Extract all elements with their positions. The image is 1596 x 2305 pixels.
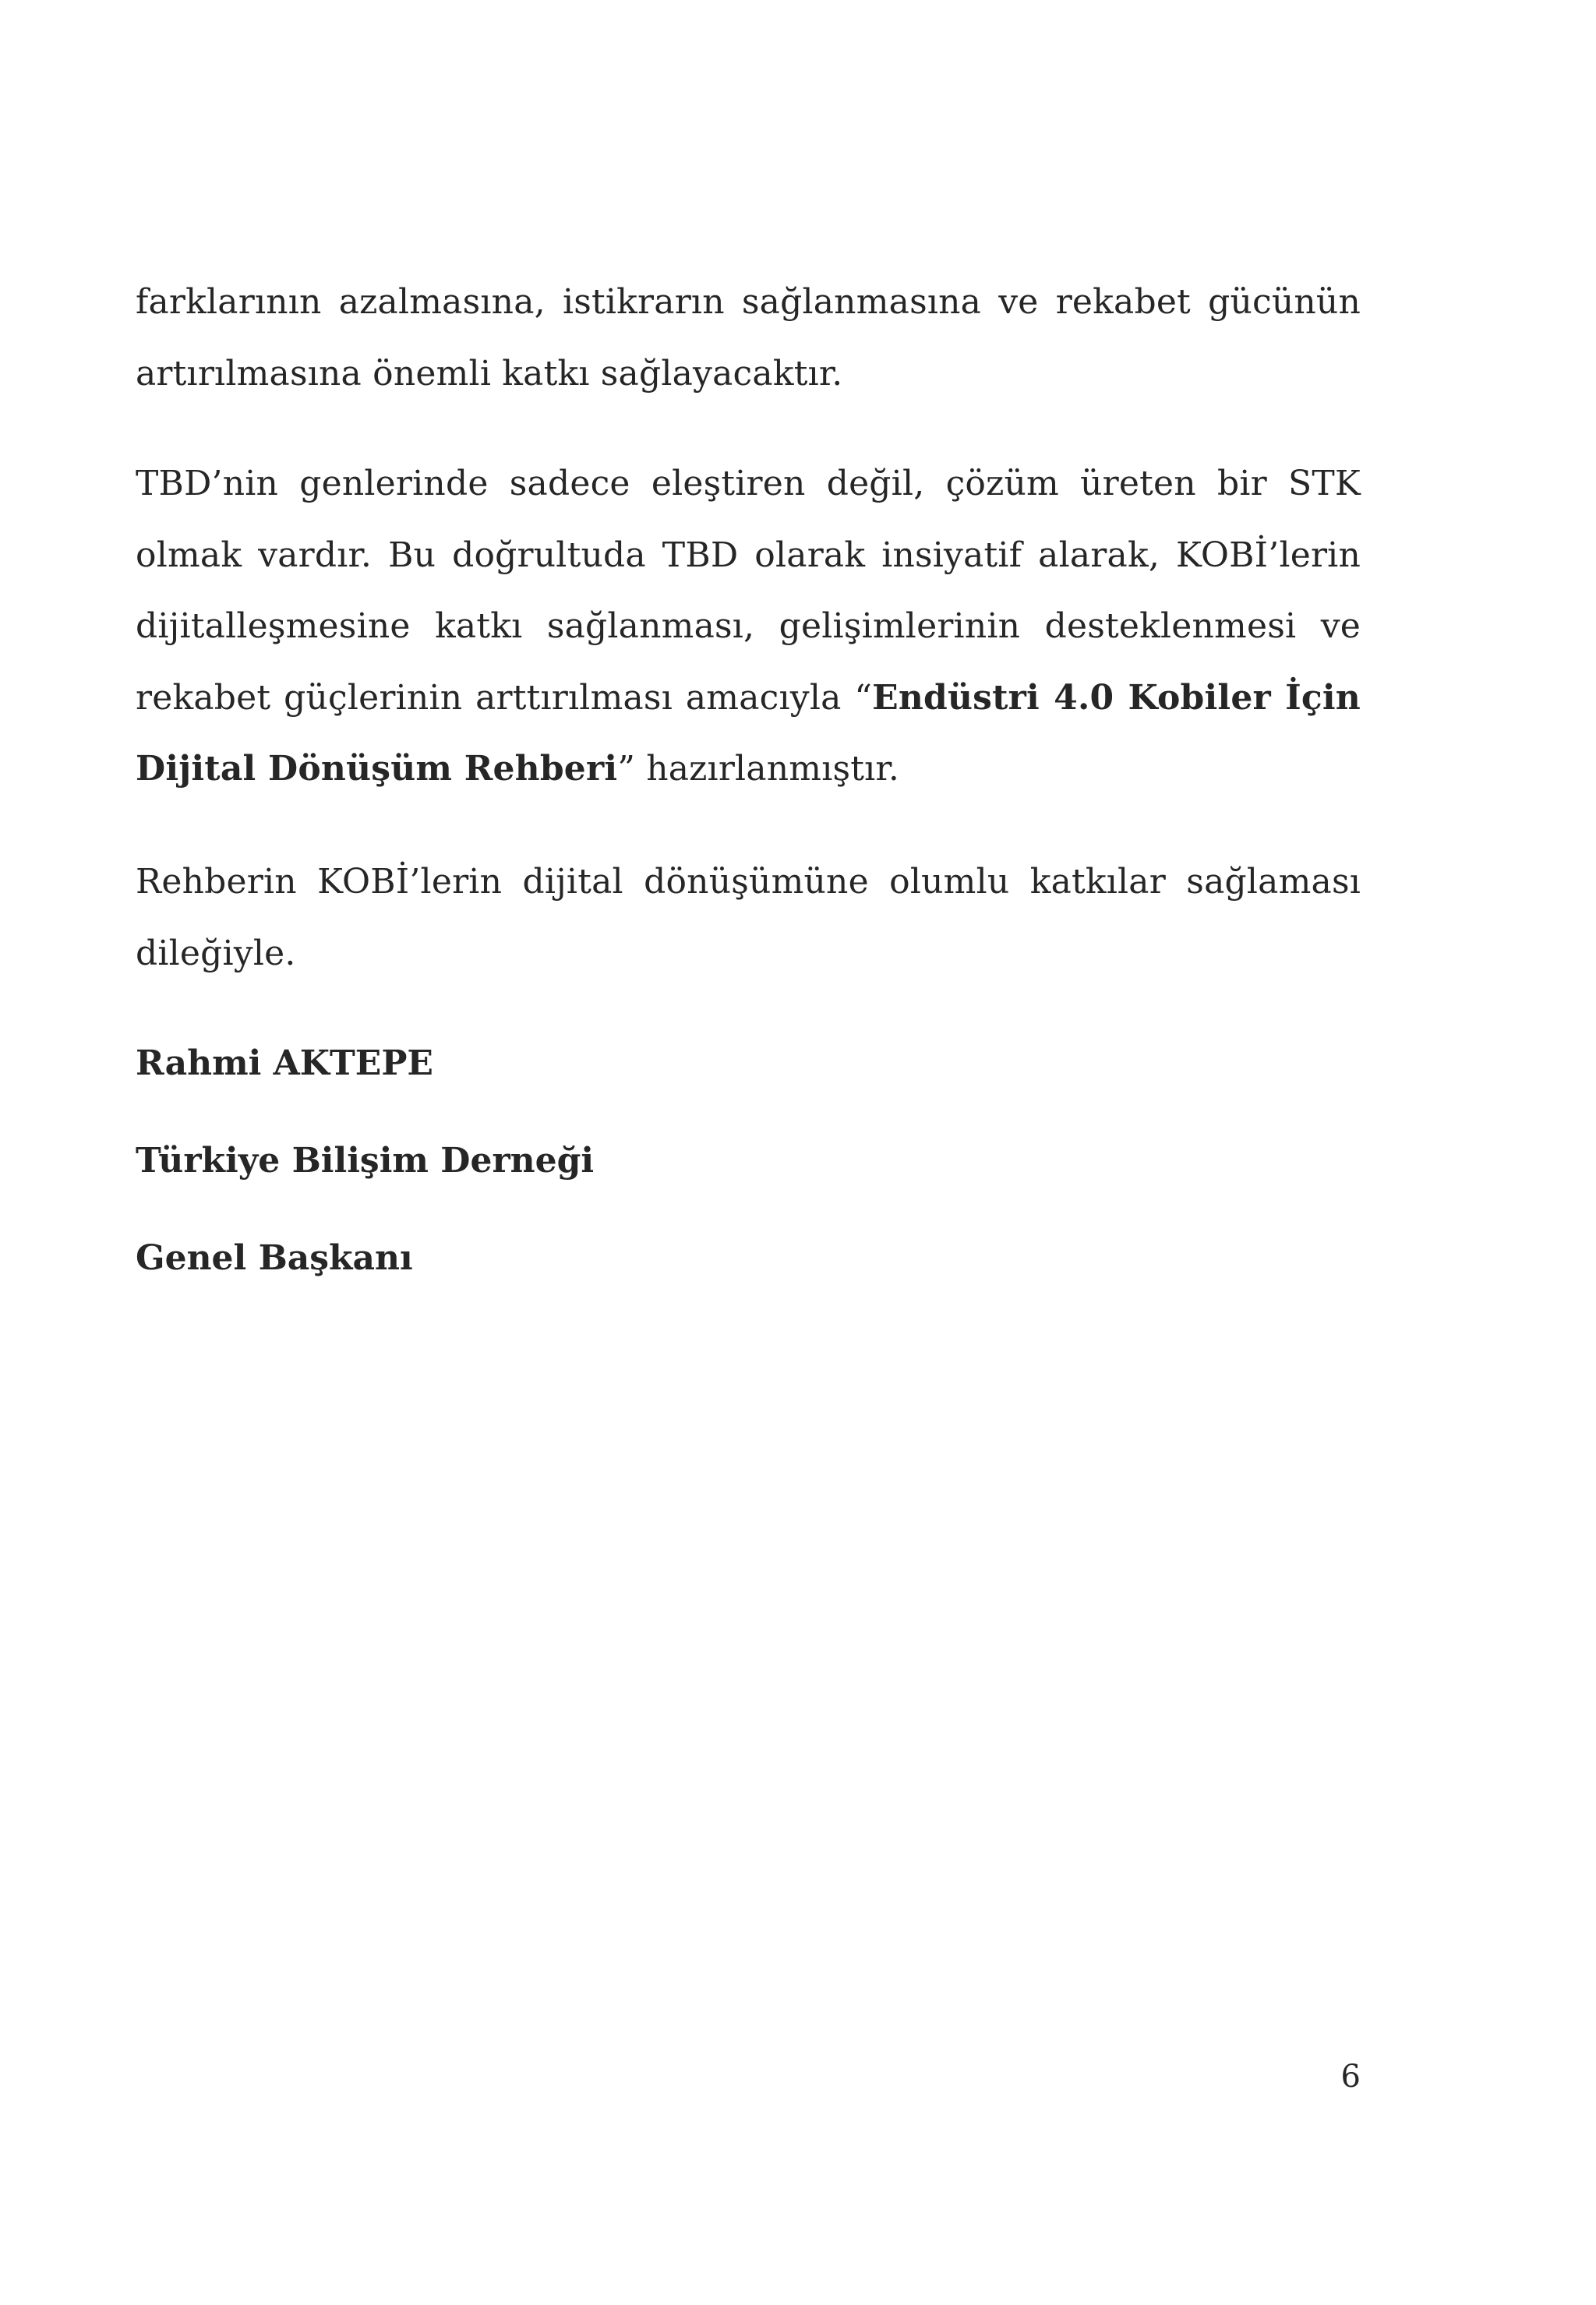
signature-organization: Türkiye Bilişim Derneği	[136, 1141, 595, 1181]
guide-title: Endüstri 4.0 Kobiler İçin Dijital Dönüşüm Rehberi	[136, 677, 1361, 789]
paragraph-3	[136, 846, 1361, 989]
paragraph-3-text: Rehberin KOBİ’lerin dijital dönüşümüne olumlu katkılar sağlaması dileğiyle.	[136, 862, 1361, 973]
paragraph-2-text-before: TBD’nin genlerinde sadece eleştiren değil, çözüm üreten bir STK olmak vardır. Bu doğrultuda TBD olarak insiyatif alarak, KOBİ’lerin dijitalleşmesine katkı sağlanması, gelişimlerinin desteklenmesi ve rekabet güçlerinin arttırılması amacıyla “	[136, 464, 1361, 718]
paragraph-2-text-after: ” hazırlanmıştır.	[617, 749, 900, 789]
paragraph-1	[136, 267, 1361, 409]
paragraph-2	[136, 448, 1361, 805]
signature-title: Genel Başkanı	[136, 1238, 413, 1278]
page-number: 6	[1340, 2059, 1361, 2095]
paragraph-1-text: farklarının azalmasına, istikrarın sağlanmasına ve rekabet gücünün artırılmasına önemli katkı sağlayacaktır.	[136, 282, 1361, 394]
signature-name: Rahmi AKTEPE	[136, 1043, 433, 1083]
